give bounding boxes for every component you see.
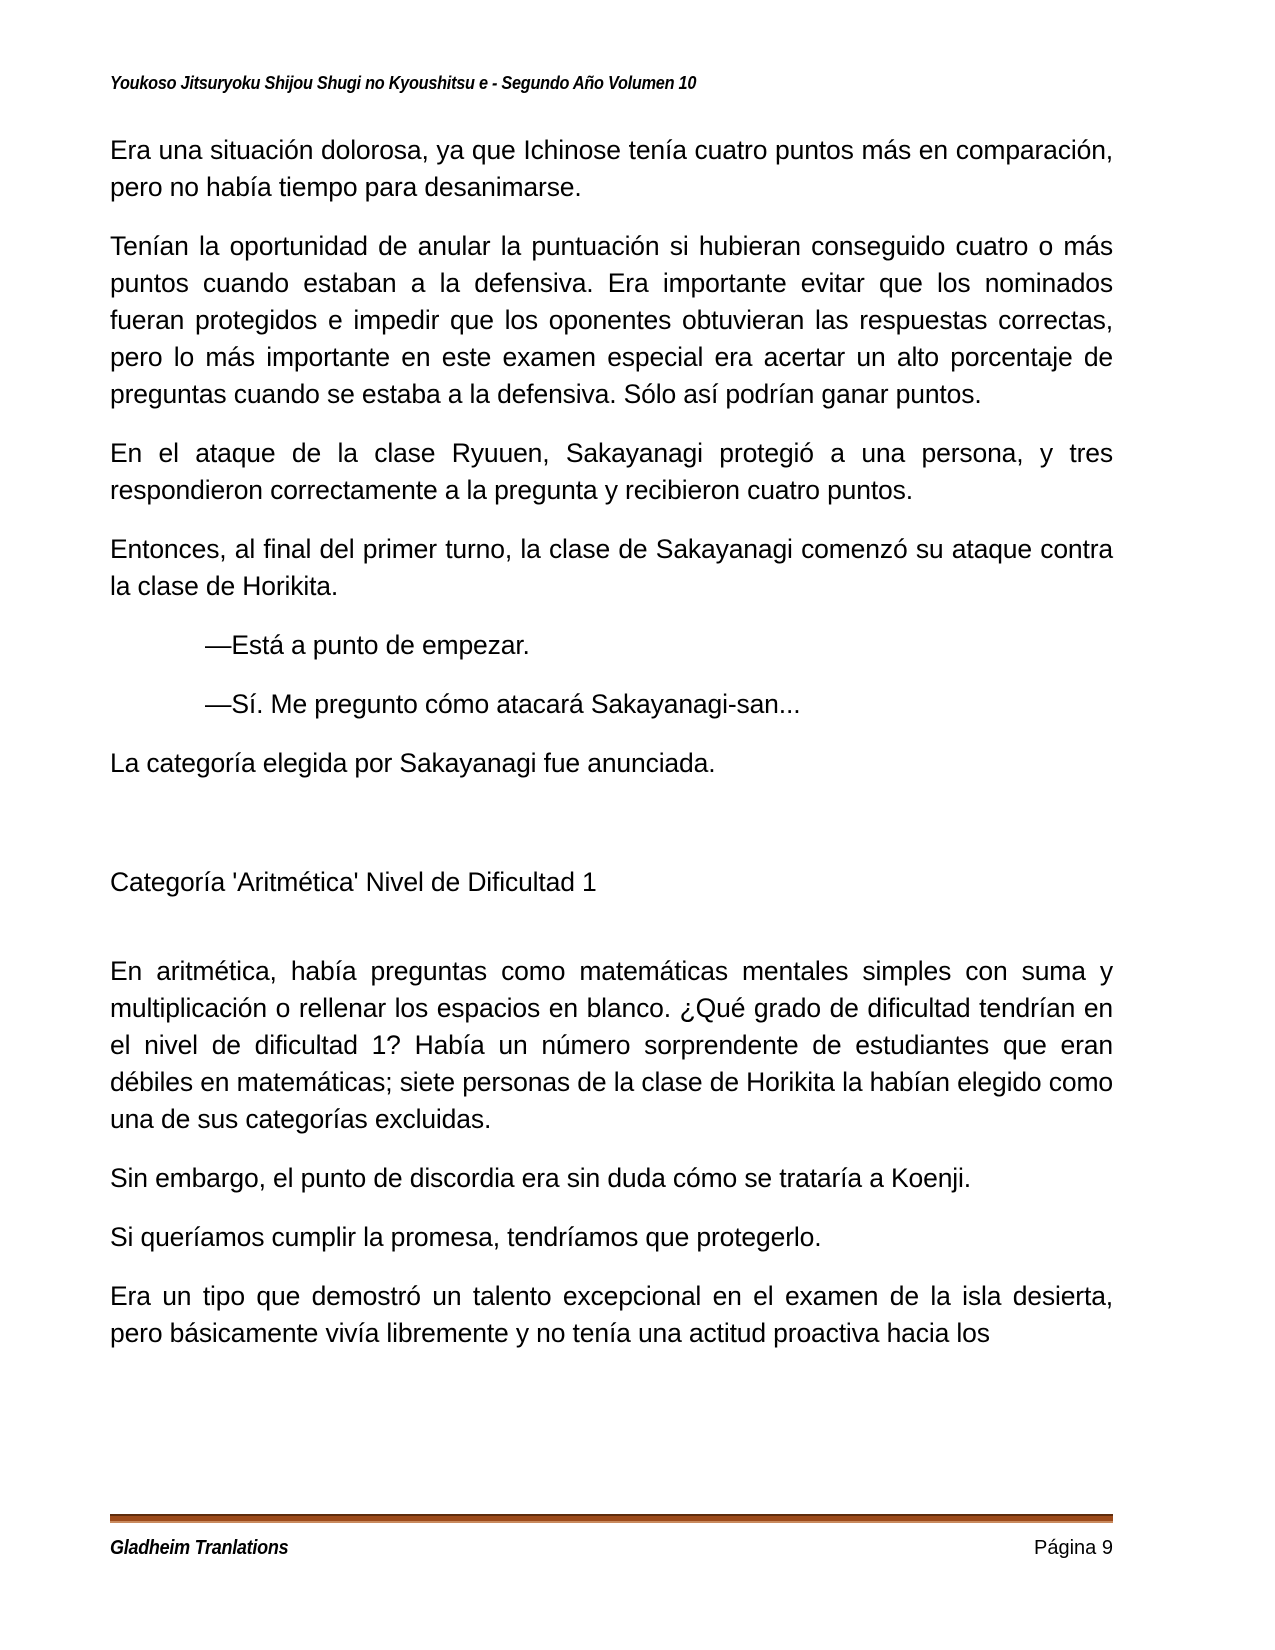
body-paragraph: La categoría elegida por Sakayanagi fue anunciada.	[110, 748, 716, 778]
dialogue-line: —Sí. Me pregunto cómo atacará Sakayanagi-san...	[205, 689, 801, 719]
body-paragraph: Tenían la oportunidad de anular la puntuación si hubieran conseguido cuatro o más puntos cuando estaban a la defensiva. Era importante evitar que los nominados fueran protegidos e impedir que los oponentes obtuvieran las respuestas correctas, pero lo más importante en este examen especial era acertar un alto porcentaje de preguntas cuando se estaba a la defensiva. Sólo así podrían ganar puntos.	[110, 231, 1113, 409]
document-header	[110, 68, 1110, 98]
footer-divider	[110, 1514, 1113, 1523]
vertical-spacer	[110, 804, 1113, 864]
body-paragraph: Entonces, al final del primer turno, la clase de Sakayanagi comenzó su ataque contra la clase de Horikita.	[110, 534, 1113, 601]
body-paragraph: En aritmética, había preguntas como matemáticas mentales simples con suma y multiplicación o rellenar los espacios en blanco. ¿Qué grado de dificultad tendrían en el nivel de dificultad 1? Había un número sorprendente de estudiantes que eran débiles en matemáticas; siete personas de la clase de Horikita la habían elegido como una de sus categorías excluidas.	[110, 956, 1113, 1134]
category-announcement: Categoría 'Aritmética' Nivel de Dificultad 1	[110, 867, 597, 897]
vertical-spacer	[110, 901, 1113, 953]
body-paragraph: En el ataque de la clase Ryuuen, Sakayanagi protegió a una persona, y tres respondieron correctamente a la pregunta y recibieron cuatro puntos.	[110, 438, 1113, 505]
document-footer	[110, 1514, 1113, 1560]
body-paragraph: Sin embargo, el punto de discordia era sin duda cómo se trataría a Koenji.	[110, 1163, 971, 1193]
body-paragraph: Era un tipo que demostró un talento excepcional en el examen de la isla desierta, pero básicamente vivía libremente y no tenía una actitud proactiva hacia los	[110, 1281, 1113, 1348]
footer-brand: Gladheim Tranlations	[110, 1537, 289, 1559]
document-body	[110, 132, 1113, 1374]
footer-page-number: Página 9	[1034, 1537, 1113, 1559]
header-title: Youkoso Jitsuryoku Shijou Shugi no Kyoushitsu e - Segundo Año Volumen 10	[110, 72, 697, 93]
body-paragraph: Era una situación dolorosa, ya que Ichinose tenía cuatro puntos más en comparación, pero no había tiempo para desanimarse.	[110, 135, 1113, 202]
footer-row	[110, 1537, 1113, 1560]
body-paragraph: Si queríamos cumplir la promesa, tendríamos que protegerlo.	[110, 1222, 822, 1252]
dialogue-line: —Está a punto de empezar.	[205, 630, 530, 660]
